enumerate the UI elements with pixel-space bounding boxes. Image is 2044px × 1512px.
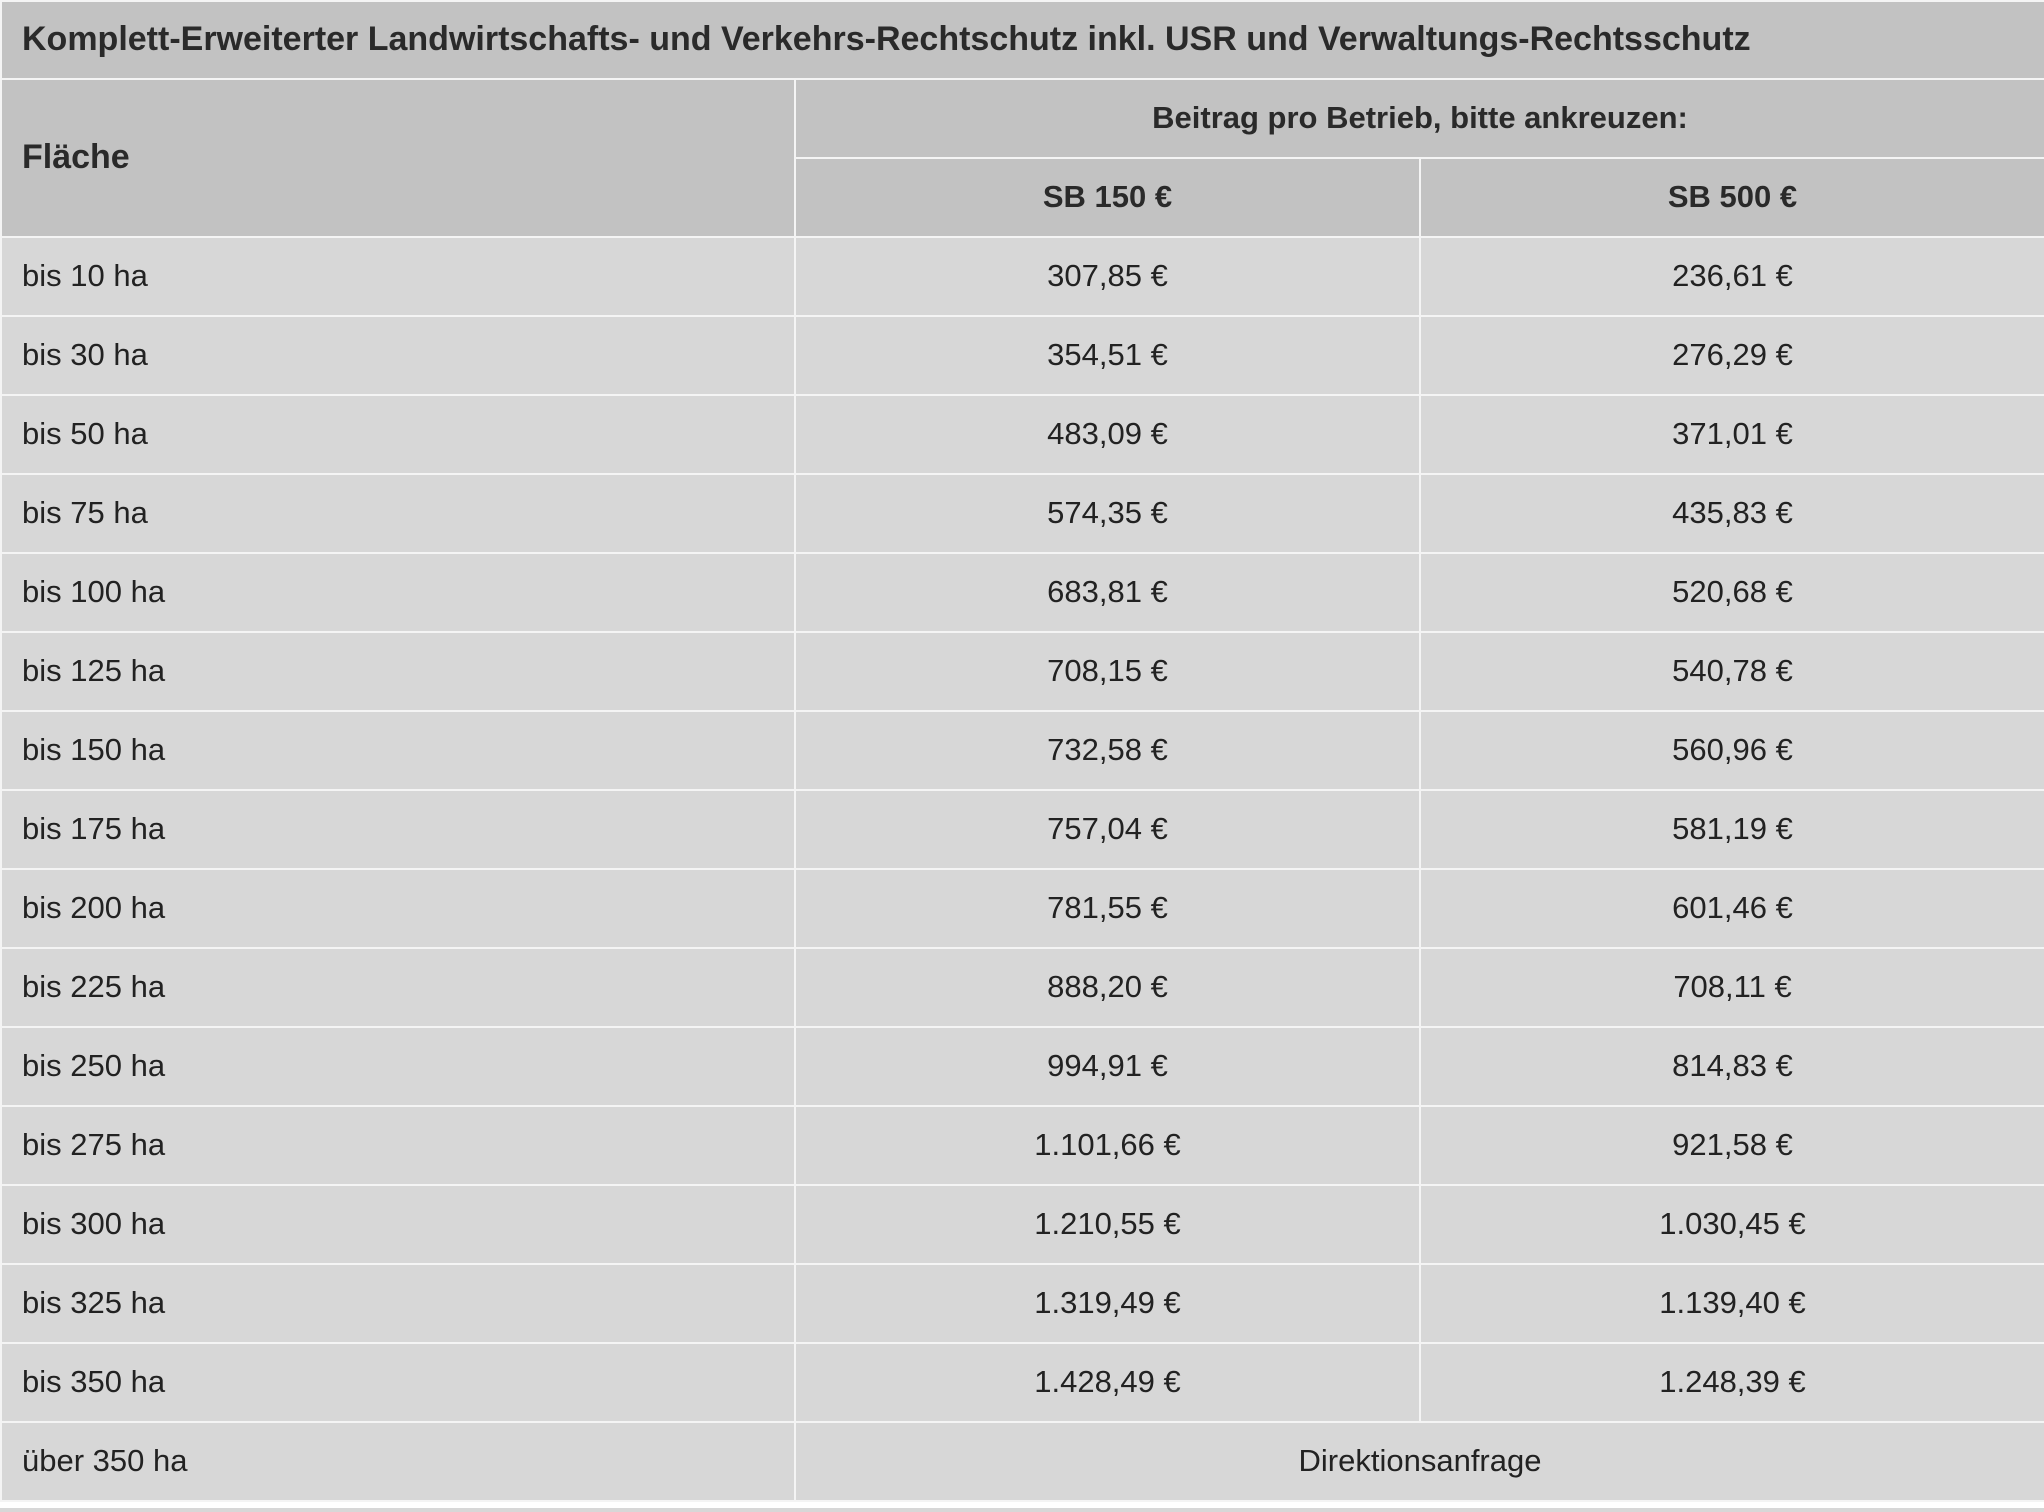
area-cell: bis 350 ha <box>1 1343 795 1422</box>
sb150-price-cell[interactable]: 1.210,55 € <box>795 1185 1420 1264</box>
sb500-price-cell[interactable]: 814,83 € <box>1420 1027 2044 1106</box>
sb500-price-cell[interactable]: 520,68 € <box>1420 553 2044 632</box>
sb150-price-cell[interactable]: 708,15 € <box>795 632 1420 711</box>
table-row-last <box>1 1422 2044 1501</box>
area-cell: bis 150 ha <box>1 711 795 790</box>
table-title: Komplett-Erweiterter Landwirtschafts- und Verkehrs-Rechtschutz inkl. USR und Verwaltungs-Rechtsschutz <box>1 1 2044 79</box>
header-row-1 <box>1 79 2044 158</box>
table-row <box>1 869 2044 948</box>
sb150-price-cell[interactable]: 1.101,66 € <box>795 1106 1420 1185</box>
sb500-price-cell[interactable]: 435,83 € <box>1420 474 2044 553</box>
table-row <box>1 316 2044 395</box>
area-cell: bis 50 ha <box>1 395 795 474</box>
table-bottom-edge <box>0 1508 2044 1512</box>
table-row <box>1 948 2044 1027</box>
sb500-price-cell[interactable]: 560,96 € <box>1420 711 2044 790</box>
area-cell: bis 125 ha <box>1 632 795 711</box>
title-row <box>1 1 2044 79</box>
sb150-price-cell[interactable]: 1.319,49 € <box>795 1264 1420 1343</box>
sb150-price-cell[interactable]: 888,20 € <box>795 948 1420 1027</box>
sb150-price-cell[interactable]: 307,85 € <box>795 237 1420 316</box>
table-row <box>1 1343 2044 1422</box>
sb150-price-cell[interactable]: 483,09 € <box>795 395 1420 474</box>
area-cell: bis 100 ha <box>1 553 795 632</box>
area-cell: bis 300 ha <box>1 1185 795 1264</box>
sb500-price-cell[interactable]: 236,61 € <box>1420 237 2044 316</box>
area-cell: bis 325 ha <box>1 1264 795 1343</box>
sb150-price-cell[interactable]: 683,81 € <box>795 553 1420 632</box>
area-cell: bis 75 ha <box>1 474 795 553</box>
area-cell: bis 200 ha <box>1 869 795 948</box>
sb150-price-cell[interactable]: 574,35 € <box>795 474 1420 553</box>
table-row <box>1 1106 2044 1185</box>
area-cell: bis 250 ha <box>1 1027 795 1106</box>
table-row <box>1 1027 2044 1106</box>
table-row <box>1 632 2044 711</box>
sb500-price-cell[interactable]: 601,46 € <box>1420 869 2044 948</box>
table-row <box>1 395 2044 474</box>
table-body <box>1 237 2044 1501</box>
direktionsanfrage-cell[interactable]: Direktionsanfrage <box>795 1422 2044 1501</box>
sb500-price-cell[interactable]: 1.248,39 € <box>1420 1343 2044 1422</box>
sb150-price-cell[interactable]: 757,04 € <box>795 790 1420 869</box>
sb500-price-cell[interactable]: 1.139,40 € <box>1420 1264 2044 1343</box>
sb150-price-cell[interactable]: 732,58 € <box>795 711 1420 790</box>
sb500-price-cell[interactable]: 708,11 € <box>1420 948 2044 1027</box>
sb150-price-cell[interactable]: 354,51 € <box>795 316 1420 395</box>
table-row <box>1 237 2044 316</box>
sb150-price-cell[interactable]: 994,91 € <box>795 1027 1420 1106</box>
sb500-price-cell[interactable]: 581,19 € <box>1420 790 2044 869</box>
table-row <box>1 711 2044 790</box>
table-row <box>1 1264 2044 1343</box>
area-column-header: Fläche <box>1 79 795 237</box>
sb150-price-cell[interactable]: 781,55 € <box>795 869 1420 948</box>
sb500-price-cell[interactable]: 921,58 € <box>1420 1106 2044 1185</box>
sb500-price-cell[interactable]: 371,01 € <box>1420 395 2044 474</box>
sb500-price-cell[interactable]: 1.030,45 € <box>1420 1185 2044 1264</box>
premium-group-header: Beitrag pro Betrieb, bitte ankreuzen: <box>795 79 2044 158</box>
sb500-price-cell[interactable]: 540,78 € <box>1420 632 2044 711</box>
area-cell: bis 225 ha <box>1 948 795 1027</box>
sb500-column-header: SB 500 € <box>1420 158 2044 237</box>
area-cell: bis 30 ha <box>1 316 795 395</box>
table-row <box>1 474 2044 553</box>
area-cell: bis 175 ha <box>1 790 795 869</box>
area-cell: über 350 ha <box>1 1422 795 1501</box>
sb150-column-header: SB 150 € <box>795 158 1420 237</box>
sb150-price-cell[interactable]: 1.428,49 € <box>795 1343 1420 1422</box>
sb500-price-cell[interactable]: 276,29 € <box>1420 316 2044 395</box>
table-row <box>1 790 2044 869</box>
table-row <box>1 553 2044 632</box>
table-row <box>1 1185 2044 1264</box>
area-cell: bis 10 ha <box>1 237 795 316</box>
area-cell: bis 275 ha <box>1 1106 795 1185</box>
